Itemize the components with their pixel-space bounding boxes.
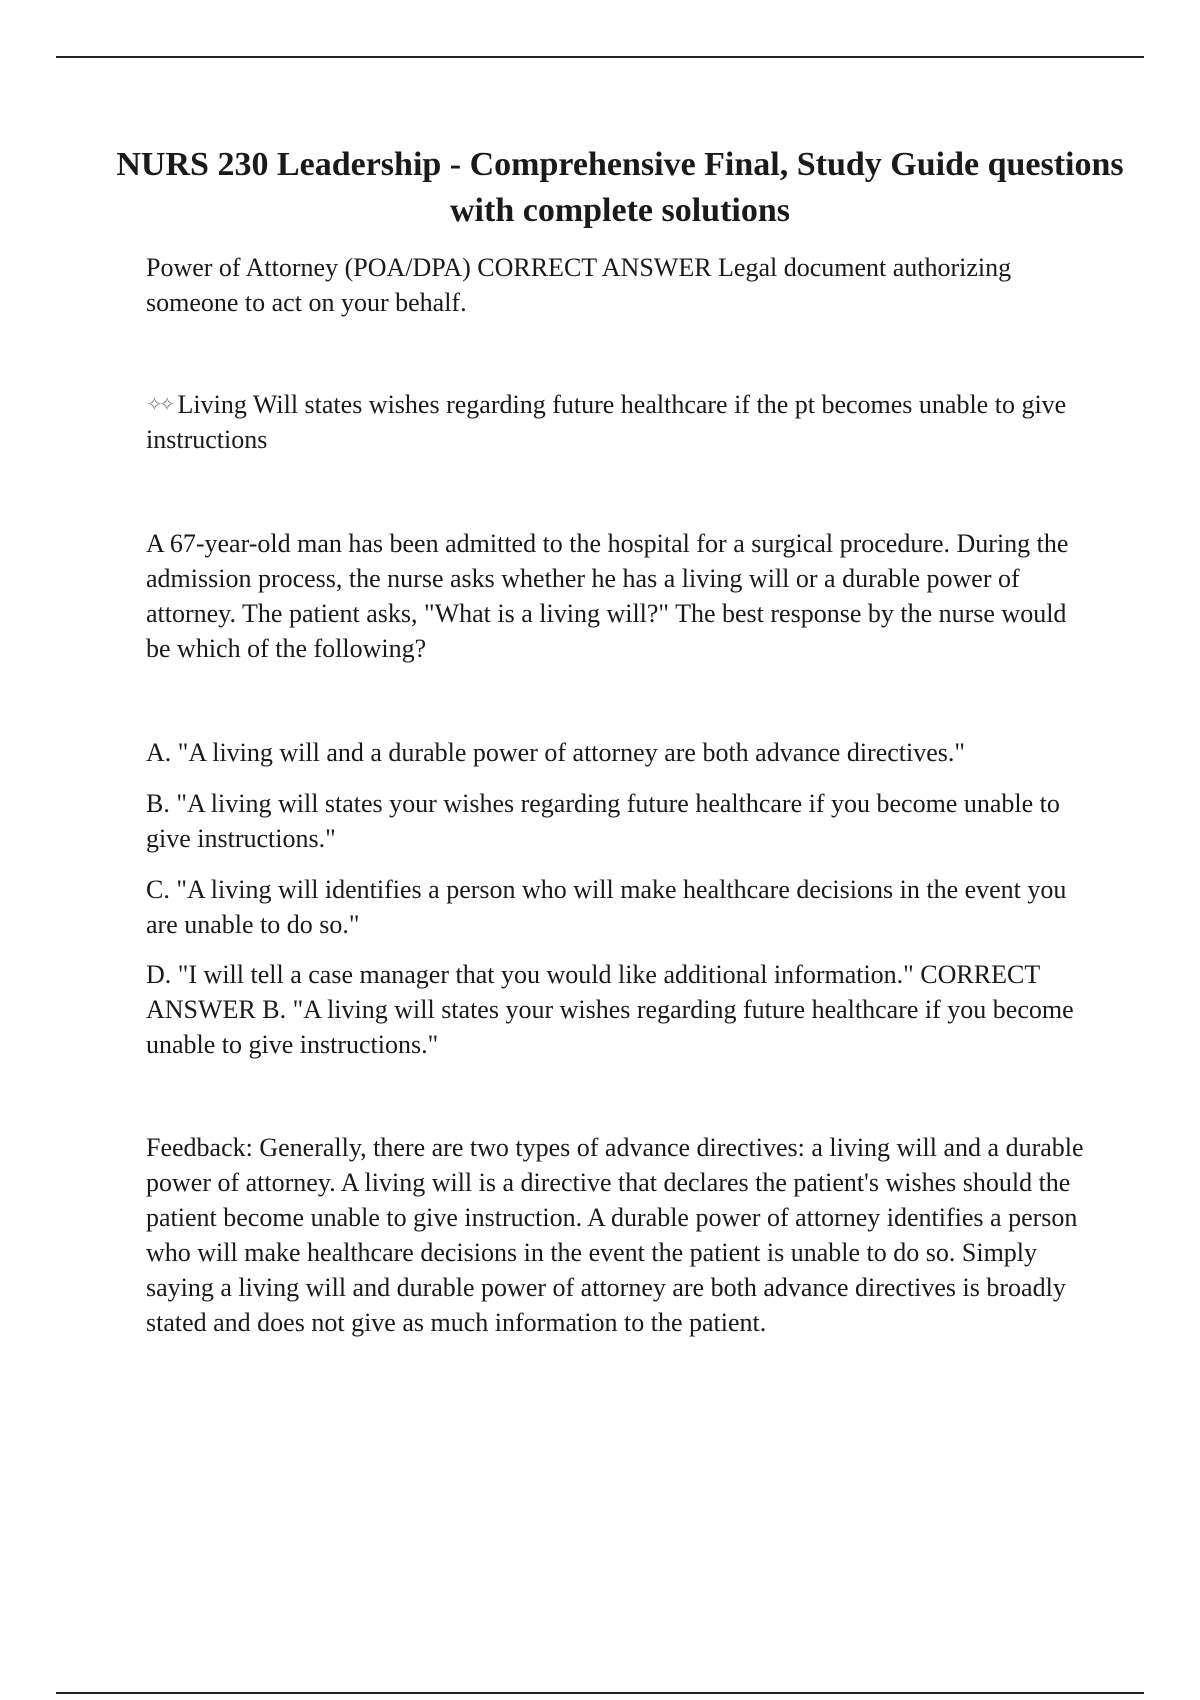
top-rule xyxy=(56,56,1144,58)
feedback-paragraph: Feedback: Generally, there are two types of advance directives: a living will and a durable power of attorney. A living will is a directive that declares the patient's wishes should the patient become unable to give instruction. A durable power of attorney identifies a person who will make healthcare decisions in the event the patient is unable to do so. Simply saying a living will and durable power of attorney are both advance directives is broadly stated and does not give as much information to the patient. xyxy=(146,1133,1084,1337)
option-b: B. "A living will states your wishes regarding future healthcare if you become unable to give instructions." xyxy=(146,789,1060,853)
sparkle-icon: ✧✧ xyxy=(146,392,172,416)
option-a: A. "A living will and a durable power of attorney are both advance directives." xyxy=(146,738,966,767)
living-will-entry xyxy=(146,387,1106,457)
question-stem: A 67-year-old man has been admitted to the hospital for a surgical procedure. During the admission process, the nurse asks whether he has a living will or a durable power of attorney. The patient asks, "What is a living will?" The best response by the nurse would be which of the following? xyxy=(146,529,1069,663)
bottom-rule xyxy=(56,1692,1144,1694)
option-c: C. "A living will identifies a person who will make healthcare decisions in the event you are unable to do so." xyxy=(146,875,1067,939)
option-d-with-answer: D. "I will tell a case manager that you would like additional information." CORRECT ANSWER B. "A living will states your wishes regarding future healthcare if you become unable to give instructions." xyxy=(146,960,1074,1059)
living-will-text: Living Will states wishes regarding future healthcare if the pt becomes unable to give instructions xyxy=(146,390,1067,454)
document-title: NURS 230 Leadership - Comprehensive Final, Study Guide questions with complete solutions xyxy=(116,146,1124,229)
poa-entry: Power of Attorney (POA/DPA) CORRECT ANSWER Legal document authorizing someone to act on your behalf. xyxy=(146,253,1012,317)
